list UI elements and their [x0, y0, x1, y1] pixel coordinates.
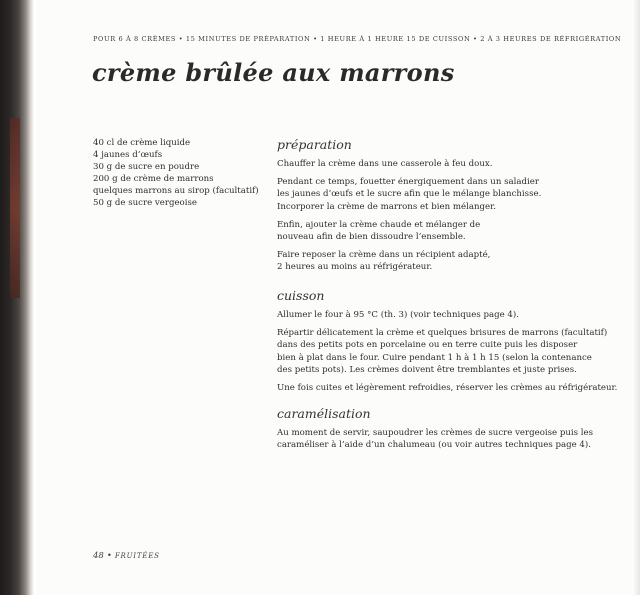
- ingredient-item: 200 g de crème de marrons: [93, 174, 214, 185]
- cuisson-step: Allumer le four à 95 °C (th. 3) (voir techniques page 4).: [277, 310, 519, 320]
- cuisson-section: [277, 288, 627, 400]
- ingredient-item: 50 g de sucre vergeoise: [93, 198, 197, 209]
- preparation-step: Chauffer la crème dans une casserole à feu doux.: [277, 159, 493, 169]
- preparation-step: Faire reposer la crème dans un récipient adapté, 2 heures au moins au réfrigérateur.: [277, 250, 491, 273]
- footer-separator: •: [106, 551, 112, 561]
- caramelisation-step: Au moment de servir, saupoudrer les crèmes de sucre vergeoise puis les caraméliser à l’aide d’un chalumeau (ou voir autres techniques page 4).: [277, 428, 594, 451]
- ingredient-list: [93, 137, 268, 210]
- recipe-title: crème brûlée aux marrons: [92, 58, 455, 87]
- cuisson-heading: cuisson: [277, 288, 325, 303]
- caramelisation-section: [277, 406, 627, 457]
- ingredient-item: 4 jaunes d’œufs: [93, 150, 163, 161]
- preparation-heading: préparation: [277, 137, 352, 152]
- footer-section-name: FRUITÉES: [114, 552, 160, 560]
- ingredient-item: 30 g de sucre en poudre: [93, 162, 200, 173]
- preparation-step: Pendant ce temps, fouetter énergiquement dans un saladier les jaunes d’œufs et le sucre afin que le mélange blanchisse. Incorporer la crème de marrons et bien mélanger.: [277, 177, 542, 212]
- ingredient-item: quelques marrons au sirop (facultatif): [93, 186, 259, 197]
- caramelisation-heading: caramélisation: [277, 406, 371, 421]
- page-footer: [93, 551, 160, 561]
- preparation-section: [277, 137, 627, 280]
- cuisson-step: Une fois cuites et légèrement refroidies, réserver les crèmes au réfrigérateur.: [277, 383, 618, 394]
- spine-edge-detail: [10, 118, 20, 298]
- cuisson-step: Répartir délicatement la crème et quelques brisures de marrons (facultatif) dans des petits pots en porcelaine ou en terre cuite puis les disposer bien à plat dans le four. Cuire pendant 1 h à 1 h 15 (selon la contenance des petits pots). Les crèmes doivent être tremblantes et juste prises.: [277, 328, 608, 375]
- page-edge: [632, 0, 640, 595]
- page-number: 48: [93, 551, 104, 561]
- preparation-step: Enfin, ajouter la crème chaude et mélanger de nouveau afin de bien dissoudre l’ensemble.: [277, 219, 481, 243]
- ingredient-item: 40 cl de crème liquide: [93, 138, 191, 148]
- recipe-meta: POUR 6 À 8 CRÈMES • 15 MINUTES DE PRÉPARATION • 1 HEURE À 1 HEURE 15 DE CUISSON • 2 À 3 HEURES DE RÉFRIGÉRATION: [93, 35, 622, 43]
